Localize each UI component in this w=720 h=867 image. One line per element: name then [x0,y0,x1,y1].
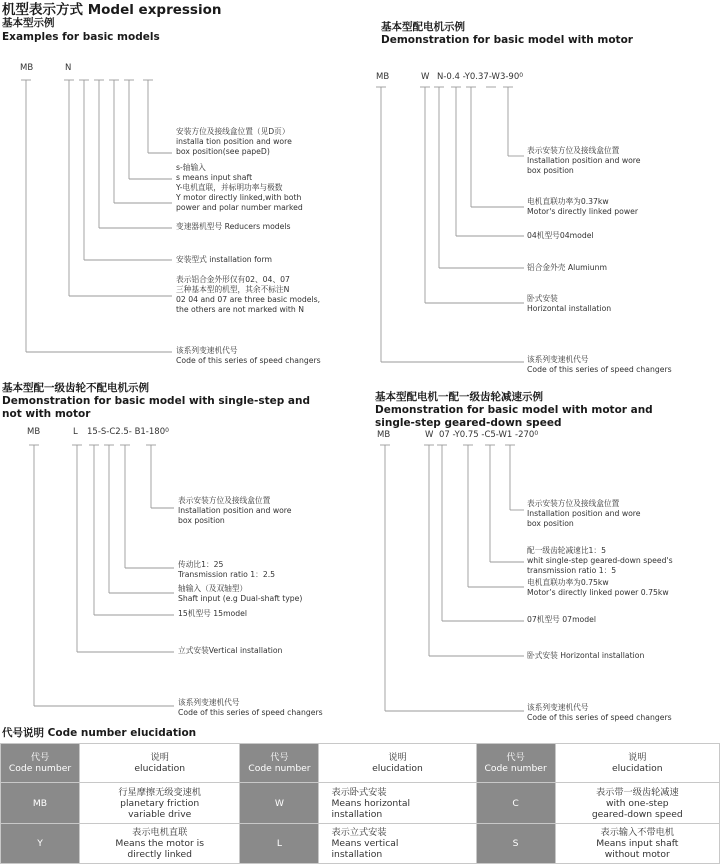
code-cell: MB [1,783,80,824]
s1-desc-reducer: 变速器机型号 Reducers models [176,222,291,231]
code-number-table [0,743,720,864]
s2-code-mb: MB [376,72,390,82]
s3-code-rest: 15-S-C2.5- $B1-180^0$ [87,427,169,437]
header-desc-cell: 说明 elucidation [319,744,476,783]
header-code-cell: 代号 Code number [476,744,555,783]
table-row [1,824,720,864]
s2-desc-aluminum: 铝合金外壳 Alumiunm [527,263,608,272]
desc-cell: 行星摩擦无级变速机 planetary friction variable drive [80,783,240,824]
s2-desc-model: 04机型号04model [527,231,594,240]
s4-code-w: W [425,430,434,440]
s4-desc-model: 07机型号 07model [527,615,597,624]
s1-title-cn: 基本型示例 [2,17,55,29]
s3-desc-model: 15机型号 15model [178,609,248,618]
s3-desc-shaft: 轴输入（及双轴型） Shaft input (e.g Dual-shaft type) [178,584,303,603]
s3-desc-position: 表示安装方位及接线盒位置 Installation position and wore box position [178,496,292,525]
s2-code-rest: N-0.4 $-Y0.37-W3-90^0$ [437,72,524,82]
s4-desc-position: 表示安装方位及接线盒位置 Installation position and wore box position [527,499,641,528]
desc-cell: 表示立式安装 Means vertical installation [319,824,476,864]
s1-desc-install-form: 安装型式 installation form [176,255,273,264]
s3-desc-vertical: 立式安装Vertical installation [178,646,283,655]
table-title: 代号说明 Code number elucidation [2,727,197,739]
s2-code-w: W [421,72,430,82]
s4-desc-ratio: 配一级齿轮减速比1：5 whit single-step geared-down speed's transmission ratio 1：5 [527,546,673,575]
table-header-row [1,744,720,783]
header-code-cell: 代号 Code number [1,744,80,783]
s2-desc-horizontal: 卧式安装 Horizontal installation [527,294,612,313]
s4-title-en-1: Demonstration for basic model with motor and [375,404,653,416]
page-title: 机型表示方式 Model expression [2,2,222,18]
desc-cell: 表示带一级齿轮减速 with one-step geared-down speed [555,783,719,824]
s1-desc-input: s-轴输入 s means input shaft Y-电机直联，并标明功率与极数 Y motor directly linked,with both power and polar number marked [176,163,303,212]
s1-desc-series: 该系列变速机代号 Code of this series of speed changers [176,346,321,365]
code-cell: C [476,783,555,824]
code-cell: L [240,824,319,864]
s2-connectors [376,87,524,362]
s3-code-l: L [73,427,78,437]
s3-connectors [29,445,174,706]
header-desc-cell: 说明 elucidation [80,744,240,783]
s4-code-mb: MB [377,430,391,440]
code-cell: S [476,824,555,864]
s3-code-mb: MB [27,427,41,437]
code-cell: W [240,783,319,824]
s1-code-mb: MB [20,63,34,73]
s1-code-n: N [65,63,72,73]
s2-title-en: Demonstration for basic model with motor [381,34,633,46]
s2-desc-position: 表示安装方位及接线盒位置 Installation position and wore box position [527,146,641,175]
s4-code-rest: 07 -Y0.75 -C5-W1 $-270^0$ [439,430,539,440]
desc-cell: 表示电机直联 Means the motor is directly linked [80,824,240,864]
s3-title-en-1: Demonstration for basic model with single-step and [2,395,310,407]
s2-title-cn: 基本型配电机示例 [381,21,465,33]
s1-connectors [21,80,172,352]
s3-desc-ratio: 传动比1：25 Transmission ratio 1：2.5 [178,560,276,579]
s4-desc-power: 电机直联功率为0.75kw Motor’s directly linked power 0.75kw [527,578,669,597]
s3-title-cn: 基本型配一级齿轮不配电机示例 [2,382,149,394]
code-cell: Y [1,824,80,864]
s2-desc-power: 电机直联功率为0.37kw Motor's directly linked power [527,197,639,216]
desc-cell: 表示卧式安装 Means horizontal installation [319,783,476,824]
header-code-cell: 代号 Code number [240,744,319,783]
table-row [1,783,720,824]
s4-desc-series: 该系列变速机代号 Code of this series of speed changers [527,703,672,722]
s2-desc-series: 该系列变速机代号 Code of this series of speed changers [527,355,672,374]
s4-connectors [380,445,524,711]
s1-title-en: Examples for basic models [2,31,160,43]
s1-desc-aluminum: 表示铝合金外形仅有02、04、07 三种基本型的机型，其余不标注N 02 04 and 07 are three basic models, the others are not marked with N [176,275,321,314]
s4-title-cn: 基本型配电机一配一级齿轮减速示例 [375,391,543,403]
header-desc-cell: 说明 elucidation [555,744,719,783]
s1-desc-position: 安装方位及接线盒位置（见D页） installa tion position and wore box position(see papeD) [176,127,292,156]
s4-desc-horizontal: 卧式安装 Horizontal installation [527,651,645,660]
s3-desc-series: 该系列变速机代号 Code of this series of speed changers [178,698,323,717]
desc-cell: 表示输入不带电机 Means input shaft without motor [555,824,719,864]
s3-title-en-2: not with motor [2,408,91,420]
s4-title-en-2: single-step geared-down speed [375,417,562,429]
